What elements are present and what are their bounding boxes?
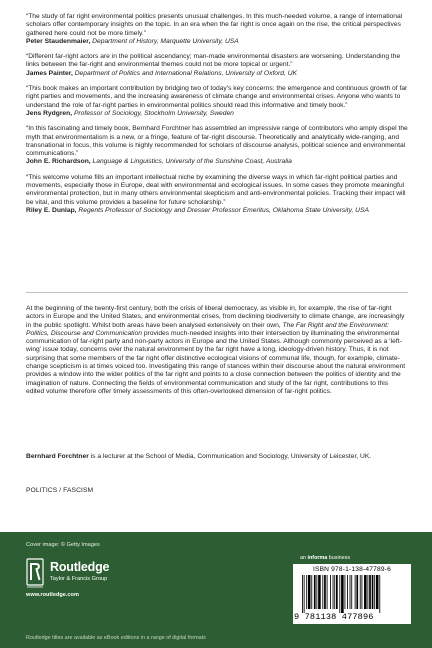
review [26, 125, 412, 166]
author-bio [26, 453, 408, 461]
publisher-group: Taylor & Francis Group [50, 576, 108, 582]
review-attribution [26, 158, 412, 166]
description-part: provides much-needed insights into their intersection by illuminating the environmental communication of far-right party and non-party actors in Europe and the United States. Although commonly perceived as a ‘left-wing’ issue today, concerns over the natural environment by the far right have a long, ideology-driven history. Thus, it is not surprising that some members of the far right offer distinctive ecological visions of communal life, though, for example, climate-change scepticism is at times voiced too. Investigating this range of stances within their discourse about the natural environment provides a window into the wider politics of the far right and points to a close connection between the politics of identity and the imagination of nature. Connecting the fields of environmental communication and study of the far right, contributions to this edited volume therefore offer timely assessments of this often-overlooked dimension of far-right politics. [26, 329, 406, 395]
book-title: The Far Right and the Environment: Politics, Discourse and Communication [26, 321, 389, 337]
barcode-bar [374, 575, 375, 609]
barcode-bar [306, 575, 307, 609]
barcode-bar [339, 575, 340, 613]
reviews-section [26, 13, 412, 222]
review-quote: “Different far-right actors are in the political ascendancy; man-made environmental disasters are worsening. Understanding the links between the far-right and environmental themes could not be more topical or urgent.” [26, 53, 401, 69]
reviewer-name: James Painter, [26, 69, 73, 77]
divider [26, 292, 408, 293]
barcode-bar [324, 575, 326, 609]
review [26, 53, 412, 78]
review [26, 13, 412, 46]
informa-tagline [300, 555, 350, 561]
barcode-bar [311, 575, 312, 609]
informa-prefix: an [300, 555, 308, 561]
barcode-bar [302, 575, 303, 613]
reviewer-affiliation: Regents Professor of Sociology and Dresser Professor Emeritus, Oklahoma State University, USA [78, 206, 369, 214]
informa-suffix: business [327, 555, 351, 561]
publisher-name: Routledge [50, 560, 110, 574]
reviewer-affiliation: Department of Politics and International Relations, University of Oxford, UK [74, 69, 297, 77]
barcode-bar [334, 575, 335, 609]
barcode-bar [372, 575, 374, 609]
reviewer-name: Jens Rydgren, [26, 109, 73, 117]
review [26, 85, 412, 118]
reviewer-affiliation: Department of History, Marquette University, USA [92, 37, 239, 45]
review [26, 174, 412, 215]
review-attribution [26, 207, 412, 215]
review-quote: “This book makes an important contribution by bridging two of today’s key concerns: the emergence and continuous growth of far right parties and movements, and the increasing awareness of climate change and environmental crises. Anyone who wants to understand the role of far-right parties in environmental politics should read this informative and timely book.” [26, 85, 408, 109]
barcode-bar [356, 575, 358, 609]
review-attribution [26, 110, 412, 118]
informa-word: informa [307, 555, 328, 561]
cover-image-credit: Cover image: © Getty Images [26, 542, 100, 548]
barcode-bar [341, 575, 344, 613]
review-quote: “In this fascinating and timely book, Bernhard Forchtner has assembled an impressive range of contributors who amply dispel the myth that environmentalism is a new, or a fringe, feature of far-right discourse. Theoretically and analytically wide-ranging, and transnational in focus, this volume is highly recommended for scholars of discourse analysis, political science and environmental communications.” [26, 125, 408, 158]
author-bio-text: is a lecturer at the School of Media, Communication and Sociology, University of Leicester, UK. [88, 453, 372, 460]
description-part: At the beginning of the twenty-first century, both the crisis of liberal democracy, as visible in, for example, the rise of far-right actors in Europe and the United States, and environmental crises, from declining biodiversity to climate change, are increasingly in the public spotlight. Whilst both areas have been analysed extensively on their own, [26, 305, 405, 329]
barcode-bars [302, 575, 406, 613]
barcode-number: 9 781138 477896 [294, 612, 374, 622]
barcode-bar [318, 575, 321, 609]
barcode-panel [293, 564, 411, 624]
review-attribution [26, 70, 412, 78]
barcode-bar [360, 575, 361, 609]
barcode-bar [367, 575, 368, 609]
barcode-bar [330, 575, 331, 609]
barcode-bar [345, 575, 346, 609]
routledge-r-icon [26, 558, 44, 590]
barcode-bar [376, 575, 379, 609]
ebook-note: Routledge titles are available as eBook editions in a range of digital formats [26, 635, 206, 641]
author-name: Bernhard Forchtner [26, 453, 89, 460]
barcode-bar [322, 575, 323, 609]
reviewer-name: Peter Staudenmaier, [26, 37, 91, 45]
barcode-bar [364, 575, 367, 609]
isbn-text: ISBN 978-1-138-47789-6 [312, 566, 392, 573]
reviewer-affiliation: Professor of Sociology, Stockholm University, Sweden [73, 109, 234, 117]
reviewer-name: Riley E. Dunlap, [26, 206, 77, 214]
barcode-bar [333, 575, 334, 609]
barcode-bar [304, 575, 305, 613]
reviewer-name: John E. Richardson, [26, 158, 91, 166]
subject-category: POLITICS / FASCISM [26, 487, 94, 494]
barcode-bar [336, 575, 338, 609]
footer-band [0, 532, 432, 648]
barcode-bar [362, 575, 363, 609]
barcode-bar [347, 575, 348, 609]
reviewer-affiliation: Language & Linguistics, University of the Sunshine Coast, Australia [92, 158, 292, 166]
barcode-bar [314, 575, 316, 609]
barcode-bar [351, 575, 352, 609]
publisher-logo [26, 558, 176, 598]
barcode-bar [355, 575, 356, 609]
review-quote: “This welcome volume fills an important intellectual niche by examining the diverse ways in which far-right political parties and movements, especially those in Europe, deal with environmental and ecological issues. In some cases they promote meaningful environmental protection, but in many others environmental skepticism and anti-environmental policies. Tracking their impact will be vital, and this volume provides a baseline for future scholarship.” [26, 173, 406, 206]
barcode-bar [379, 575, 380, 613]
barcode-bar [350, 575, 351, 609]
barcode-bar [308, 575, 311, 609]
barcode-bar [369, 575, 371, 609]
review-quote: “The study of far right environmental politics presents unusual challenges. In this much-needed volume, a range of international scholars offer contemporary insights on the topic. In an era when the far right is once again on the rise, the critical perspectives gathered here could not be more timely.” [26, 13, 403, 37]
review-attribution [26, 38, 412, 46]
publisher-url: www.routledge.com [26, 592, 79, 598]
barcode-bar [327, 575, 328, 609]
book-description [26, 305, 408, 396]
barcode-bar [316, 575, 317, 609]
